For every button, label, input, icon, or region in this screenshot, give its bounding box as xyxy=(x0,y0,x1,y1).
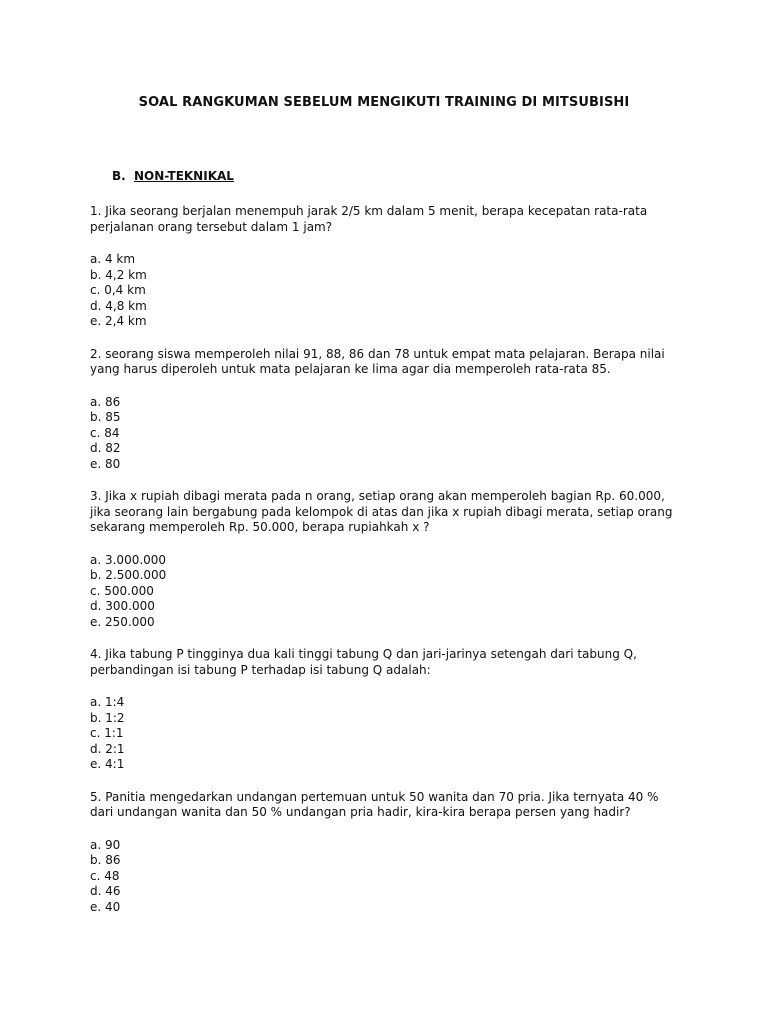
option-c: c. 84 xyxy=(90,425,120,440)
answer-options xyxy=(90,395,678,473)
option-c: c. 1:1 xyxy=(90,726,124,740)
option-c: c. 500.000 xyxy=(90,583,154,598)
option-d: d. 82 xyxy=(90,441,121,455)
question-text: 4. Jika tabung P tingginya dua kali tinggi tabung Q dan jari-jarinya setengah dari tabung Q, perbandingan isi tabung P terhadap isi tabung Q adalah: xyxy=(90,647,637,677)
section-heading xyxy=(112,169,678,184)
option-a: a. 3.000.000 xyxy=(90,552,167,567)
option-d: d. 46 xyxy=(90,884,121,898)
question-text: 2. seorang siswa memperoleh nilai 91, 88, 86 dan 78 untuk empat mata pelajaran. Berapa nilai yang harus diperoleh untuk mata pelajaran ke lima agar dia memperoleh rata-rata 85. xyxy=(90,346,665,376)
option-a: a. 4 km xyxy=(90,252,136,266)
question-4 xyxy=(90,647,678,773)
option-e: e. 80 xyxy=(90,456,121,471)
option-b: b. 85 xyxy=(90,410,121,424)
question-2 xyxy=(90,347,678,473)
option-c: c. 48 xyxy=(90,868,120,883)
option-e: e. 40 xyxy=(90,899,121,914)
question-3 xyxy=(90,489,678,630)
question-text: 1. Jika seorang berjalan menempuh jarak 2/5 km dalam 5 menit, berapa kecepatan rata-rata perjalanan orang tersebut dalam 1 jam? xyxy=(90,204,648,234)
option-b: b. 86 xyxy=(90,853,121,867)
page-title: SOAL RANGKUMAN SEBELUM MENGIKUTI TRAINING DI MITSUBISHI xyxy=(138,95,630,110)
option-a: a. 1:4 xyxy=(90,695,125,709)
option-b: b. 1:2 xyxy=(90,710,125,725)
option-c: c. 0,4 km xyxy=(90,283,146,297)
question-text: 5. Panitia mengedarkan undangan pertemuan untuk 50 wanita dan 70 pria. Jika ternyata 40 % dari undangan wanita dan 50 % undangan pria hadir, kira-kira berapa persen yang hadir? xyxy=(90,789,659,819)
option-a: a. 86 xyxy=(90,394,121,409)
answer-options xyxy=(90,252,678,330)
option-e: e. 250.000 xyxy=(90,614,155,629)
question-1 xyxy=(90,204,678,330)
question-5 xyxy=(90,790,678,916)
option-d: d. 4,8 km xyxy=(90,298,147,313)
option-d: d. 2:1 xyxy=(90,741,125,756)
question-text: 3. Jika x rupiah dibagi merata pada n orang, setiap orang akan memperoleh bagian Rp. 60.000, jika seorang lain bergabung pada kelompok di atas dan jika x rupiah dibagi merata, setiap orang sekarang memperoleh Rp. 50.000, berapa rupiahkah x ? xyxy=(90,489,673,534)
option-a: a. 90 xyxy=(90,837,121,852)
answer-options xyxy=(90,695,678,773)
option-e: e. 2,4 km xyxy=(90,314,147,328)
section-name: NON-TEKNIKAL xyxy=(134,169,234,183)
option-b: b. 4,2 km xyxy=(90,267,147,282)
option-e: e. 4:1 xyxy=(90,757,125,771)
section-letter: B. xyxy=(112,169,126,183)
answer-options xyxy=(90,553,678,631)
answer-options xyxy=(90,838,678,916)
option-b: b. 2.500.000 xyxy=(90,568,167,582)
option-d: d. 300.000 xyxy=(90,599,155,613)
